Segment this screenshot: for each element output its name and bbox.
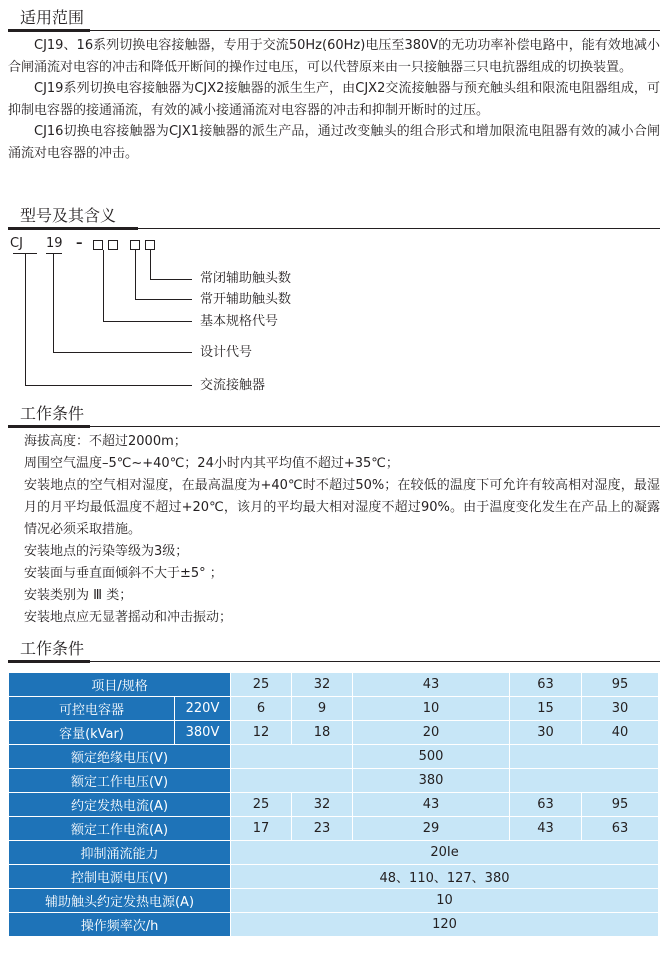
leader-line — [53, 352, 192, 353]
leader-line — [103, 250, 104, 322]
scope-text — [8, 35, 660, 164]
code-box — [93, 240, 103, 250]
table-cell: 20 — [353, 721, 510, 745]
table-cell: 43 — [353, 793, 510, 817]
scope-paragraph: CJ16切换电容接触器为CJX1接触器的派生产品，通过改变触头的组合形式和增加限流电阻器有效的减小合闸涌流对电容器的冲击。 — [8, 124, 660, 161]
table-cell: 17 — [231, 817, 292, 841]
capacity-label: 容量(kVar) — [9, 721, 175, 745]
table-cell: 95 — [582, 793, 659, 817]
row-label: 操作频率次/h — [9, 913, 231, 937]
table-row — [9, 913, 659, 937]
condition-item: 安装面与垂直面倾斜不大于±5° ； — [24, 566, 223, 581]
table-row — [9, 721, 659, 745]
table-cell: 40 — [582, 721, 659, 745]
table-cell: 10 — [231, 889, 659, 913]
model-section-rule — [8, 228, 660, 229]
table-cell: 48、110、127、380 — [231, 865, 659, 889]
row-label: 额定工作电流(A) — [9, 817, 231, 841]
table-cell: 120 — [231, 913, 659, 937]
size-cell: 63 — [510, 673, 582, 697]
table-row — [9, 841, 659, 865]
table-section-rule — [8, 661, 660, 662]
table-row — [9, 673, 659, 697]
condition-item: 安装地点的空气相对湿度，在最高温度为+40℃时不超过50%；在较低的温度下可允许有较高相对湿度，最湿月的月平均最低温度不超过+20℃，该月的平均最大相对湿度不超过90%。由于温度变化发生在产品上的凝露情况必须采取措施。 — [24, 478, 660, 537]
scope-section-title: 适用范围 — [20, 8, 85, 27]
leader-line — [25, 385, 192, 386]
table-cell: 25 — [231, 793, 292, 817]
scope-paragraph: CJ19系列切换电容接触器为CJX2接触器的派生生产，由CJX2交流接触器与预充触头组和限流电阻器组成，可抑制电容器的接通涌流，有效的减小接通涌流对电容器的冲击和抑制开断时的过压。 — [8, 81, 660, 118]
code-box — [108, 240, 118, 250]
leader-line — [150, 250, 151, 280]
size-cell: 32 — [292, 673, 353, 697]
model-dash: – — [76, 236, 83, 251]
table-cell: 30 — [582, 697, 659, 721]
condition-item: 安装地点应无显著摇动和冲击振动； — [24, 610, 233, 625]
label-ac-contactor: 交流接触器 — [200, 378, 266, 393]
row-label: 抑制涌流能力 — [9, 841, 231, 865]
condition-item: 海拔高度：不超过2000m； — [24, 434, 187, 449]
model-section-title: 型号及其含义 — [20, 206, 117, 225]
table-cell: 43 — [510, 817, 582, 841]
underline — [46, 253, 62, 254]
size-cell: 25 — [231, 673, 292, 697]
header-label: 项目/规格 — [9, 673, 231, 697]
table-cell: 23 — [292, 817, 353, 841]
table-row — [9, 769, 659, 793]
table-cell — [231, 769, 353, 793]
table-cell: 9 — [292, 697, 353, 721]
table-section-title: 工作条件 — [20, 639, 85, 658]
table-cell: 30 — [510, 721, 582, 745]
condition-item: 安装类别为 Ⅲ 类； — [24, 588, 133, 603]
table-cell: 18 — [292, 721, 353, 745]
table-row — [9, 865, 659, 889]
scope-paragraph: CJ19、16系列切换电容接触器，专用于交流50Hz(60Hz)电压至380V的无功功率补偿电路中，能有效地减小合闸涌流对电容的冲击和降低开断间的操作过电压，可以代替原来由一只接触器三只电抗器组成的切换装置。 — [8, 38, 660, 75]
table-cell — [231, 745, 353, 769]
table-row — [9, 889, 659, 913]
size-cell: 95 — [582, 673, 659, 697]
table-cell: 500 — [353, 745, 510, 769]
label-nc-aux: 常闭辅助触头数 — [200, 271, 292, 286]
scope-section-rule — [8, 30, 660, 31]
table-row — [9, 817, 659, 841]
table-cell: 12 — [231, 721, 292, 745]
model-prefix: CJ — [10, 236, 23, 251]
table-row — [9, 697, 659, 721]
leader-line — [150, 279, 192, 280]
leader-line — [135, 250, 136, 300]
row-label: 额定工作电压(V) — [9, 769, 231, 793]
leader-line — [25, 254, 26, 386]
size-cell: 43 — [353, 673, 510, 697]
table-cell: 380 — [353, 769, 510, 793]
code-box — [145, 240, 155, 250]
conditions-section-title: 工作条件 — [20, 404, 85, 423]
table-cell: 6 — [231, 697, 292, 721]
table-cell — [510, 769, 659, 793]
table-cell: 10 — [353, 697, 510, 721]
voltage-380-label: 380V — [175, 721, 231, 745]
capacitor-label: 可控电容器 — [9, 697, 175, 721]
leader-line — [135, 299, 192, 300]
row-label: 约定发热电流(A) — [9, 793, 231, 817]
row-label: 额定绝缘电压(V) — [9, 745, 231, 769]
table-cell: 32 — [292, 793, 353, 817]
row-label: 辅助触头约定发热电源(A) — [9, 889, 231, 913]
spec-table — [8, 672, 659, 937]
conditions-list — [24, 431, 660, 629]
leader-line — [53, 254, 54, 353]
table-row — [9, 793, 659, 817]
voltage-220-label: 220V — [175, 697, 231, 721]
table-cell — [510, 745, 659, 769]
table-cell: 15 — [510, 697, 582, 721]
table-cell: 63 — [582, 817, 659, 841]
table-cell: 63 — [510, 793, 582, 817]
condition-item: 周围空气温度–5℃~+40℃；24小时内其平均值不超过+35℃； — [24, 456, 399, 471]
label-no-aux: 常开辅助触头数 — [200, 292, 292, 307]
table-cell: 29 — [353, 817, 510, 841]
table-row — [9, 745, 659, 769]
row-label: 控制电源电压(V) — [9, 865, 231, 889]
label-design-code: 设计代号 — [200, 345, 253, 360]
conditions-section-rule — [8, 426, 660, 427]
label-basic-spec: 基本规格代号 — [200, 314, 279, 329]
table-cell: 20Ie — [231, 841, 659, 865]
condition-item: 安装地点的污染等级为3级； — [24, 544, 189, 559]
leader-line — [103, 321, 192, 322]
model-number: 19 — [46, 236, 63, 251]
code-box — [130, 240, 140, 250]
